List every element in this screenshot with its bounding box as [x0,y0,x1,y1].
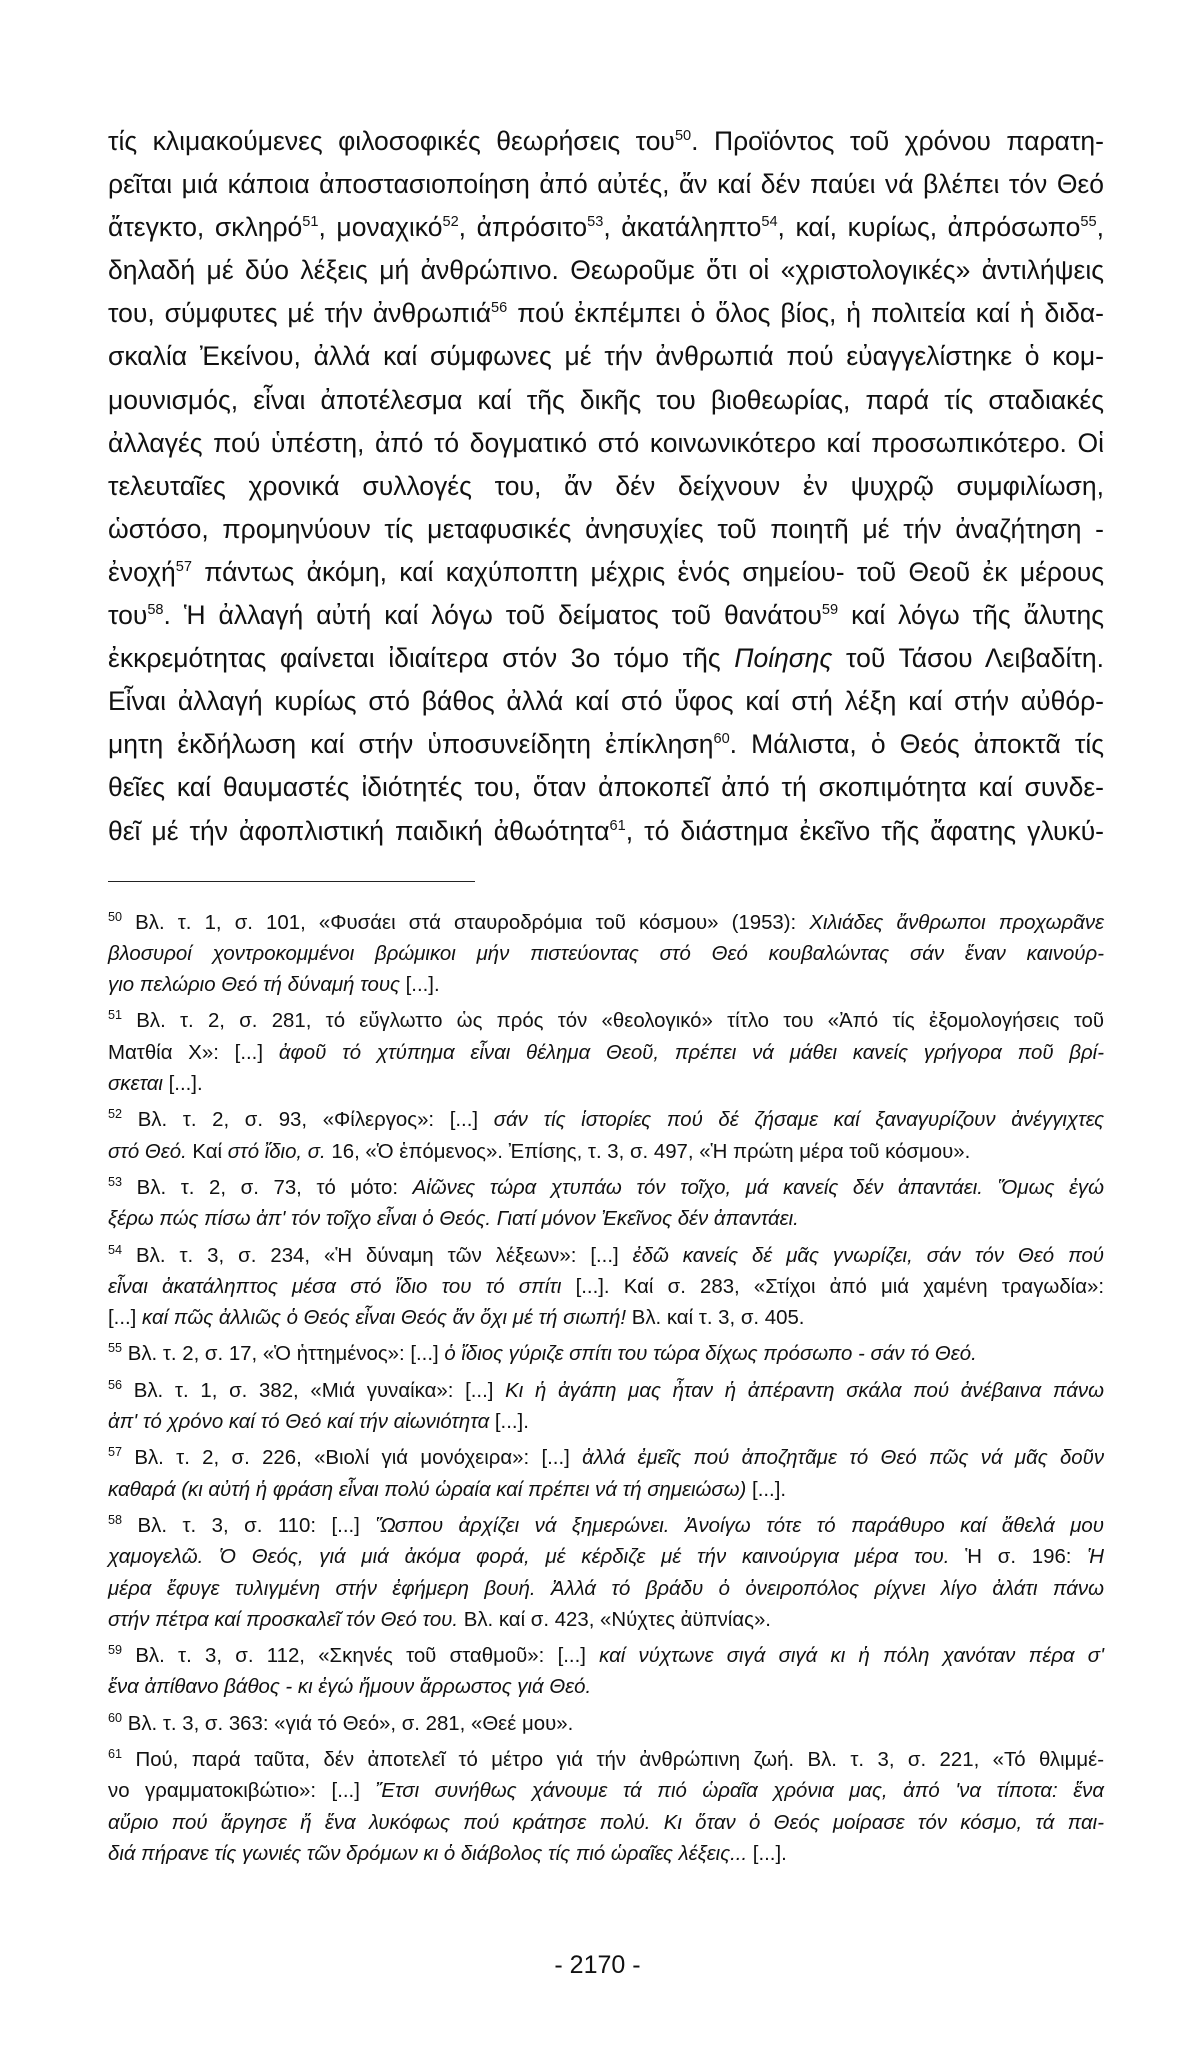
footnote-61 [108,1745,1104,1870]
footnote-ref[interactable]: 59 [821,602,839,619]
footnote-50 [108,908,1104,1002]
footnote-number: 53 [108,1175,123,1190]
text-line: ἄτεγκτο, σκληρό$^{51}$, μοναχικό$^{52}$, ἀπρόσιτο$^{53}$, ἀκατάληπτο$^{54}$, καί, κυρίως, ἀπρόσωπο$^{55}$, [108,212,1104,243]
footnote-number: 60 [108,1710,123,1725]
footnote-55 [108,1339,1104,1370]
footnote-ref[interactable]: 54 [761,214,778,231]
footnote-ref[interactable]: 55 [1080,214,1097,231]
footnote-line: $^{50}$ Βλ. τ. 1, σ. 101, «Φυσάει στά σταυροδρόμια τοῦ κόσμου» (1953): Χιλιάδες ἄνθρωποι προχωρᾶνε [108,909,1105,934]
footnote-ref[interactable]: 60 [713,731,730,748]
footnote-60 [108,1709,1104,1740]
footnote-51 [108,1006,1104,1100]
main-text [108,120,1104,853]
book-title: Ποίησης [734,643,833,674]
page [108,120,1104,1875]
footnote-line: μέρα ἔφυγε τυλιγμένη στήν ἐφήμερη βουή. Ἀλλά τό βράδυ ὁ ὀνειροπόλος ρίχνει λίγο ἀλάτι πάνω [108,1577,1104,1600]
text-line: Εἶναι ἀλλαγή κυρίως στό βάθος ἀλλά καί στό ὕφος καί στή λέξη καί στήν αὐθόρ- [108,686,1104,717]
text-line: τίς κλιμακούμενες φιλοσοφικές θεωρήσεις του$^{50}$. Προϊόντος τοῦ χρόνου παρατη- [108,126,1104,156]
footnote-number: 54 [108,1242,123,1257]
footnote-ref[interactable]: 52 [442,214,459,231]
footnote-line: σκεται [...]. [108,1073,203,1096]
footnote-54 [108,1241,1104,1335]
footnote-ref[interactable]: 57 [175,559,192,576]
footnote-line: διά πήρανε τίς γωνιές τῶν δρόμων κι ὁ διάβολος τίς πιό ὡραῖες λέξεις... [...]. [108,1842,787,1865]
footnote-line: γιο πελώριο Θεό τή δύναμή τους [...]. [108,974,440,997]
text-line: ἀλλαγές πού ὑπέστη, ἀπό τό δογματικό στό κοινωνικότερο καί προσωπικότερο. Οἱ [108,427,1104,458]
footnote-line: Ματθία Χ»: [...] ἀφοῦ τό χτύπημα εἶναι θέλημα Θεοῦ, πρέπει νά μάθει κανείς γρήγορα ποῦ βρί- [108,1041,1105,1064]
footnote-line: [...] καί πῶς ἀλλιῶς ὁ Θεός εἶναι Θεός ἄν ὄχι μέ τή σιωπή! Βλ. καί τ. 3, σ. 405. [108,1307,805,1330]
footnote-line: $^{57}$ Βλ. τ. 2, σ. 226, «Βιολί γιά μονόχειρα»: [...] ἀλλά ἐμεῖς πού ἀποζητᾶμε τό Θεό πῶς νά μᾶς δοῦν [108,1445,1105,1470]
footnote-line: ξέρω πώς πίσω ἀπ' τόν τοῖχο εἶναι ὁ Θεός. Γιατί μόνον Ἐκεῖνος δέν ἀπαντάει. [108,1208,799,1231]
footnotes [108,908,1104,1871]
footnote-52 [108,1105,1104,1168]
footnote-line: χαμογελῶ. Ὁ Θεός, γιά μιά ἀκόμα φορά, μέ κέρδιζε μέ τήν καινούργια μέρα του. Ἡ σ. 196: Ἡ [108,1546,1104,1569]
footnote-ref[interactable]: 53 [587,214,604,231]
text-line: τελευταῖες χρονικά συλλογές του, ἄν δέν δείχνουν ἐν ψυχρῷ συμφιλίωση, [108,470,1104,501]
footnote-number: 52 [108,1107,123,1122]
page-number: - 2170 - [554,1951,641,1979]
text-line: μητη ἐκδήλωση καί στήν ὑποσυνείδητη ἐπίκληση$^{60}$. Μάλιστα, ὁ Θεός ἀποκτᾶ τίς [108,729,1104,760]
footnote-separator [108,881,475,882]
footnote-59 [108,1641,1104,1704]
footnote-line: ἕνα ἀπίθανο βάθος - κι ἐγώ ἤμουν ἄρρωστος γιά Θεό. [108,1676,592,1699]
footnote-56 [108,1376,1104,1439]
footnote-53 [108,1173,1104,1236]
footnote-57 [108,1443,1104,1506]
footnote-line: στήν πέτρα καί προσκαλεῖ τόν Θεό του. Βλ. καί σ. 423, «Νύχτες ἀϋπνίας». [108,1608,771,1631]
footnote-line: $^{55}$ Βλ. τ. 2, σ. 17, «Ὁ ἡττημένος»: [...] ὁ ἴδιος γύριζε σπίτι του τώρα δίχως πρόσωπο - σάν τό Θεό. [108,1341,977,1366]
footnote-number: 51 [108,1008,123,1023]
footnote-ref[interactable]: 58 [147,602,164,619]
footnote-number: 56 [108,1377,123,1392]
footnote-line: καθαρά (κι αὐτή ἡ φράση εἶναι πολύ ὡραία καί πρέπει νά τή σημειώσω) [...]. [108,1478,787,1501]
footnote-line: $^{58}$ Βλ. τ. 3, σ. 110: [...] Ὥσπου ἀρχίζει νά ξημερώνει. Ἀνοίγω τότε τό παράθυρο καί ἄθελά μου [108,1513,1104,1537]
footnote-58 [108,1511,1104,1636]
footnote-line: νο γραμματοκιβώτιο»: [...] Ἔτσι συνήθως χάνουμε τά πιό ὡραῖα χρόνια μας, ἀπό 'να τίποτα: ἕνα [108,1780,1104,1803]
text-line: ὡστόσο, προμηνύουν τίς μεταφυσικές ἀνησυχίες τοῦ ποιητῆ μέ τήν ἀναζήτηση - [108,513,1104,544]
footnote-line: $^{52}$ Βλ. τ. 2, σ. 93, «Φίλεργος»: [...] σάν τίς ἱστορίες πού δέ ζήσαμε καί ξαναγυρίζουν ἀνέγγιχτες [108,1107,1105,1132]
footnote-line: ἀπ' τό χρόνο καί τό Θεό καί τήν αἰωνιότητα [...]. [108,1411,529,1434]
footnote-number: 57 [108,1445,123,1460]
footnote-number: 61 [108,1747,123,1762]
text-line: του$^{58}$. Ἡ ἀλλαγή αὐτή καί λόγω τοῦ δείματος τοῦ θανάτου$^{59}$ καί λόγω τῆς ἄλυτης [108,600,1105,631]
footnote-number: 55 [108,1341,123,1356]
text-line: ρεῖται μιά κάποια ἀποστασιοποίηση ἀπό αὐτές, ἄν καί δέν παύει νά βλέπει τόν Θεό [108,169,1104,200]
footnote-line: $^{61}$ Πού, παρά ταῦτα, δέν ἀποτελεῖ τό μέτρο γιά τήν ἀνθρώπινη ζωή. Βλ. τ. 3, σ. 221, «Τό θλιμμέ- [108,1747,1105,1772]
footnote-line: $^{51}$ Βλ. τ. 2, σ. 281, τό εὔγλωττο ὡς πρός τόν «θεολογικό» τίτλο του «Ἀπό τίς ἐξομολογήσεις τοῦ [108,1008,1104,1033]
footnote-line: βλοσυροί χοντροκομμένοι βρώμικοι μήν πιστεύοντας στό Θεό κουβαλώντας σάν ἕναν καινούρ- [108,942,1104,965]
footnote-ref[interactable]: 50 [674,128,692,145]
footnote-ref[interactable]: 56 [491,300,508,317]
footnote-line: εἶναι ἀκατάληπτος μέσα στό ἴδιο του τό σπίτι [...]. Καί σ. 283, «Στίχοι ἀπό μιά χαμένη τραγωδία»: [108,1275,1104,1298]
text-line: θεῖες καί θαυμαστές ἰδιότητές του, ὅταν ἀποκοπεῖ ἀπό τή σκοπιμότητα καί συνδε- [108,772,1104,803]
footnote-line: αὔριο πού ἄργησε ἤ ἕνα λυκόφως πού κράτησε πολύ. Κι ὅταν ὁ Θεός μοίρασε τόν κόσμο, τά παι- [108,1811,1104,1834]
footnote-line: $^{56}$ Βλ. τ. 1, σ. 382, «Μιά γυναίκα»: [...] Κι ἡ ἀγάπη μας ἦταν ἡ ἀπέραντη σκάλα πού ἀνέβαινα πάνω [108,1377,1105,1402]
text-line: σκαλία Ἐκείνου, ἀλλά καί σύμφωνες μέ τήν ἀνθρωπιά πού εὐαγγελίστηκε ὁ κομ- [108,341,1104,372]
text-line: μουνισμός, εἶναι ἀποτέλεσμα καί τῆς δικῆς του βιοθεωρίας, παρά τίς σταδιακές [108,384,1104,415]
footnote-ref[interactable]: 61 [609,817,626,834]
text-line: ἐκκρεμότητας φαίνεται ἰδιαίτερα στόν 3ο τόμο τῆς Ποίησης τοῦ Τάσου Λειβαδίτη. [108,643,1105,674]
footnote-number: 50 [108,909,123,924]
footnote-number: 58 [108,1513,123,1528]
footnote-line: $^{54}$ Βλ. τ. 3, σ. 234, «Ἡ δύναμη τῶν λέξεων»: [...] ἐδῶ κανείς δέ μᾶς γνωρίζει, σάν τόν Θεό πού [108,1242,1105,1267]
text-line: θεῖ μέ τήν ἀφοπλιστική παιδική ἀθωότητα$^{61}$, τό διάστημα ἐκεῖνο τῆς ἄφατης γλυκύ- [108,815,1105,846]
text-line: του, σύμφυτες μέ τήν ἀνθρωπιά$^{56}$ πού ἐκπέμπει ὁ ὅλος βίος, ἡ πολιτεία καί ἡ διδα- [108,298,1104,329]
text-line: δηλαδή μέ δύο λέξεις μή ἀνθρώπινο. Θεωροῦμε ὅτι οἱ «χριστολογικές» ἀντιλήψεις [108,255,1104,286]
footnote-line: στό Θεό. Καί στό ἴδιο, σ. 16, «Ὁ ἑπόμενος». Ἐπίσης, τ. 3, σ. 497, «Ἡ πρώτη μέρα τοῦ κόσμου». [108,1140,971,1163]
footnote-line: $^{53}$ Βλ. τ. 2, σ. 73, τό μότο: Αἰῶνες τώρα χτυπάω τόν τοῖχο, μά κανείς δέν ἀπαντάει. Ὅμως ἐγώ [108,1175,1105,1199]
footnote-number: 59 [108,1643,123,1658]
footnote-line: $^{59}$ Βλ. τ. 3, σ. 112, «Σκηνές τοῦ σταθμοῦ»: [...] καί νύχτωνε σιγά σιγά κι ἡ πόλη χανόταν πέρα σ' [108,1643,1104,1668]
footnote-ref[interactable]: 51 [302,214,319,231]
footnote-line: $^{60}$ Βλ. τ. 3, σ. 363: «γιά τό Θεό», σ. 281, «Θεέ μου». [108,1710,574,1735]
text-line: ἐνοχή$^{57}$ πάντως ἀκόμη, καί καχύποπτη μέχρις ἑνός σημείου- τοῦ Θεοῦ ἐκ μέρους [108,556,1104,587]
